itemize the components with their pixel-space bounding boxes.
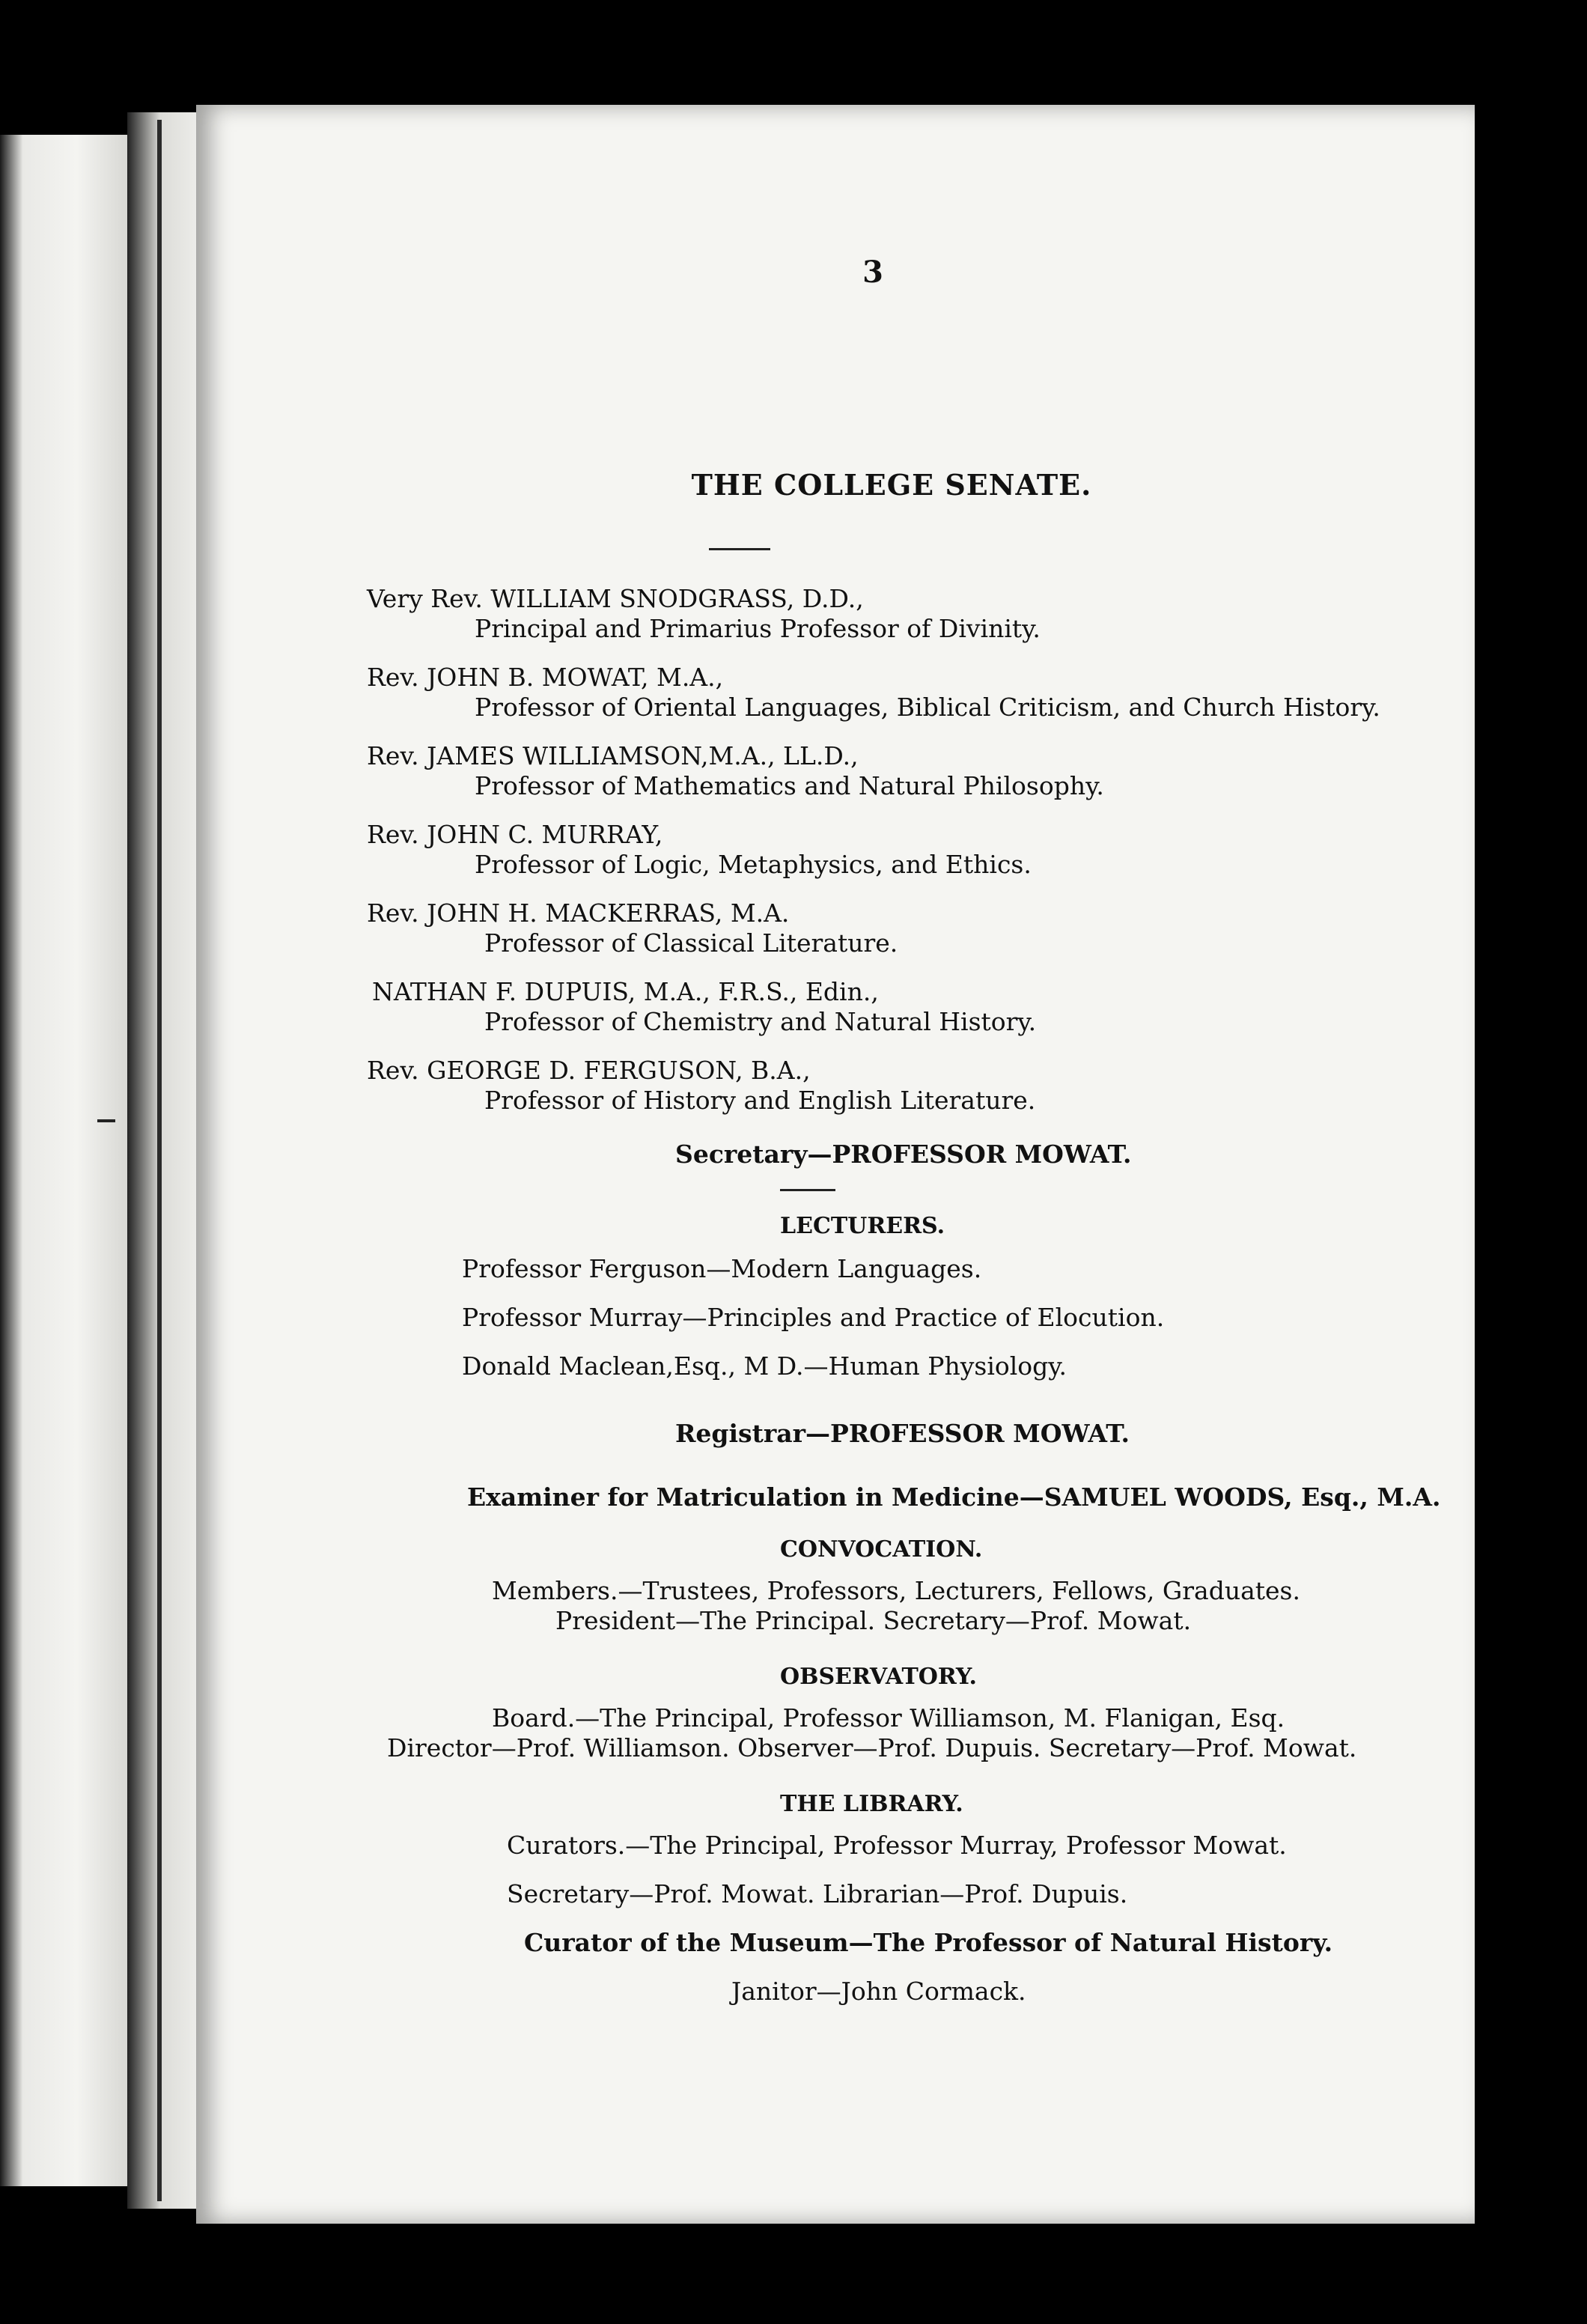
observatory-line: Board.—The Principal, Professor Williamson, M. Flanigan, Esq. bbox=[492, 1703, 1285, 1733]
observatory-heading: OBSERVATORY. bbox=[780, 1664, 977, 1690]
library-heading: THE LIBRARY. bbox=[780, 1791, 963, 1817]
page-content bbox=[196, 105, 1475, 2224]
examiner: Examiner for Matriculation in Medicine—SAMUEL WOODS, Esq., M.A. bbox=[467, 1482, 1441, 1512]
senate-member-role: Professor of Classical Literature. bbox=[484, 928, 898, 958]
senate-member-name: Rev. JAMES WILLIAMSON,M.A., LL.D., bbox=[367, 741, 859, 770]
senate-member-name: Rev. GEORGE D. FERGUSON, B.A., bbox=[367, 1056, 811, 1085]
senate-member-role: Professor of Oriental Languages, Biblical Criticism, and Church History. bbox=[475, 693, 1380, 722]
title-rule bbox=[709, 548, 770, 550]
senate-member-role: Professor of Mathematics and Natural Philosophy. bbox=[475, 771, 1104, 800]
library-line: Secretary—Prof. Mowat. Librarian—Prof. Dupuis. bbox=[507, 1879, 1128, 1908]
lecturers-heading: LECTURERS. bbox=[780, 1213, 945, 1239]
library-line: Janitor—John Cormack. bbox=[731, 1977, 1026, 2006]
registrar: Registrar—PROFESSOR MOWAT. bbox=[675, 1419, 1130, 1448]
margin-mark bbox=[97, 1119, 115, 1122]
senate-member-name: Rev. JOHN C. MURRAY, bbox=[367, 820, 663, 849]
page-number: 3 bbox=[862, 255, 883, 290]
library-line: Curator of the Museum—The Professor of Natural History. bbox=[524, 1928, 1333, 1957]
senate-member-name: Rev. JOHN H. MACKERRAS, M.A. bbox=[367, 898, 790, 928]
library-line: Curators.—The Principal, Professor Murray, Professor Mowat. bbox=[507, 1831, 1287, 1860]
convocation-heading: CONVOCATION. bbox=[780, 1536, 983, 1563]
convocation-line: President—The Principal. Secretary—Prof. Mowat. bbox=[555, 1606, 1192, 1635]
spine-line bbox=[157, 120, 162, 2201]
page-title: THE COLLEGE SENATE. bbox=[691, 468, 1092, 502]
senate-member-name: Very Rev. WILLIAM SNODGRASS, D.D., bbox=[367, 584, 864, 613]
senate-member-name: Rev. JOHN B. MOWAT, M.A., bbox=[367, 663, 724, 692]
observatory-line: Director—Prof. Williamson. Observer—Prof. Dupuis. Secretary—Prof. Mowat. bbox=[387, 1733, 1357, 1762]
lecturer-item: Professor Murray—Principles and Practice of Elocution. bbox=[462, 1303, 1165, 1332]
lecturer-item: Donald Maclean,Esq., M D.—Human Physiology. bbox=[462, 1351, 1067, 1381]
senate-member-role: Professor of Logic, Metaphysics, and Ethics. bbox=[475, 850, 1032, 879]
senate-member-role: Professor of History and English Literature. bbox=[484, 1086, 1036, 1115]
section-rule bbox=[780, 1189, 835, 1191]
senate-member-name: NATHAN F. DUPUIS, M.A., F.R.S., Edin., bbox=[372, 977, 879, 1006]
convocation-line: Members.—Trustees, Professors, Lecturers, Fellows, Graduates. bbox=[492, 1576, 1300, 1605]
senate-member-role: Principal and Primarius Professor of Divinity. bbox=[475, 614, 1041, 643]
senate-secretary: Secretary—PROFESSOR MOWAT. bbox=[675, 1140, 1132, 1169]
binding-strip bbox=[0, 135, 127, 2186]
senate-member-role: Professor of Chemistry and Natural History. bbox=[484, 1007, 1037, 1036]
lecturer-item: Professor Ferguson—Modern Languages. bbox=[462, 1254, 982, 1283]
